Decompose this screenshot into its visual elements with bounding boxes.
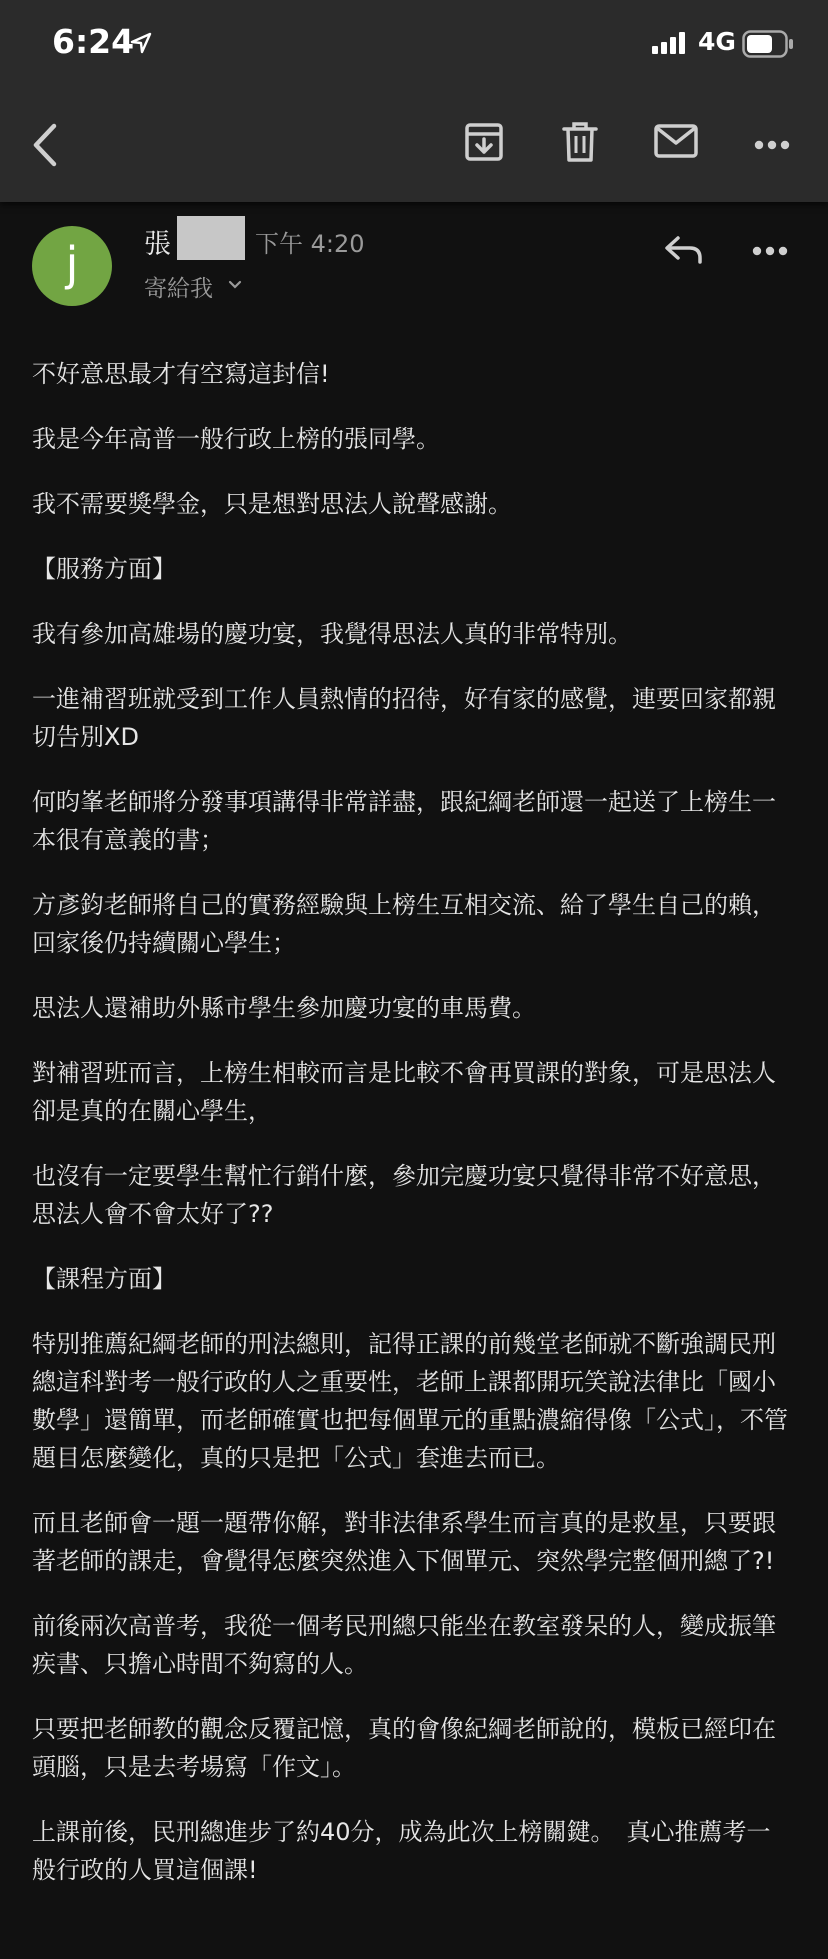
top-toolbar xyxy=(0,0,828,202)
reply-icon[interactable] xyxy=(664,234,704,266)
paragraph: 而且老師會一題一題帶你解，對非法律系學生而言真的是救星，只要跟著老師的課走，會覺得怎麼突然進入下個單元、突然學完整個刑總了?! xyxy=(32,1509,776,1575)
paragraph: 前後兩次高普考，我從一個考民刑總只能坐在教室發呆的人，變成振筆疾書、只擔心時間不夠寫的人。 xyxy=(32,1612,776,1678)
sender-name[interactable]: 張 xyxy=(144,229,171,260)
chevron-down-icon[interactable] xyxy=(228,280,242,290)
location-arrow-icon xyxy=(130,32,152,54)
archive-icon[interactable] xyxy=(464,122,504,162)
paragraph: 方彥鈞老師將自己的實務經驗與上榜生互相交流、給了學生自己的賴，回家後仍持續關心學生； xyxy=(32,891,776,957)
paragraph: 特別推薦紀綱老師的刑法總則，記得正課的前幾堂老師就不斷強調民刑總這科對考一般行政的人之重要性，老師上課都開玩笑說法律比「國小數學」還簡單，而老師確實也把每個單元的重點濃縮得像「公式」，不管題目怎麼變化，真的只是把「公式」套進去而已。 xyxy=(32,1330,788,1472)
message-header xyxy=(0,202,828,322)
message-body xyxy=(32,355,792,1916)
more-icon[interactable] xyxy=(754,140,790,150)
section-heading: 【服務方面】 xyxy=(32,555,176,583)
mail-icon[interactable] xyxy=(654,122,698,160)
paragraph: 思法人還補助外縣市學生參加慶功宴的車馬費。 xyxy=(32,994,536,1022)
paragraph: 我是今年高普一般行政上榜的張同學。 xyxy=(32,425,440,453)
paragraph: 也沒有一定要學生幫忙行銷什麼，參加完慶功宴只覺得非常不好意思，思法人會不會太好了?? xyxy=(32,1162,776,1228)
recipient-label[interactable]: 寄給我 xyxy=(144,276,213,302)
avatar[interactable]: j xyxy=(32,226,112,306)
back-icon[interactable] xyxy=(30,122,60,168)
status-time: 6:24 xyxy=(52,22,135,61)
paragraph: 我有參加高雄場的慶功宴，我覺得思法人真的非常特別。 xyxy=(32,620,632,648)
paragraph: 不好意思最才有空寫這封信! xyxy=(32,360,330,388)
paragraph: 只要把老師教的觀念反覆記憶，真的會像紀綱老師說的，模板已經印在頭腦，只是去考場寫「作文」。 xyxy=(32,1715,776,1781)
signal-icon xyxy=(652,32,686,54)
paragraph: 對補習班而言，上榜生相較而言是比較不會再買課的對象，可是思法人卻是真的在關心學生， xyxy=(32,1059,776,1125)
paragraph: 一進補習班就受到工作人員熱情的招待，好有家的感覺，連要回家都親切告別XD xyxy=(32,685,776,751)
trash-icon[interactable] xyxy=(562,122,598,162)
status-bar xyxy=(0,0,828,90)
paragraph: 上課前後，民刑總進步了約40分，成為此次上榜關鍵。 真心推薦考一般行政的人買這個課! xyxy=(32,1818,771,1884)
sent-time: 下午 4:20 xyxy=(255,230,365,258)
network-type: 4G xyxy=(698,27,736,56)
paragraph: 何昀峯老師將分發事項講得非常詳盡，跟紀綱老師還一起送了上榜生一本很有意義的書； xyxy=(32,788,776,854)
paragraph: 我不需要獎學金，只是想對思法人說聲感謝。 xyxy=(32,490,512,518)
message-more-icon[interactable] xyxy=(752,246,788,256)
battery-icon xyxy=(742,30,794,58)
section-heading: 【課程方面】 xyxy=(32,1265,176,1293)
redacted-name-block xyxy=(177,216,245,260)
